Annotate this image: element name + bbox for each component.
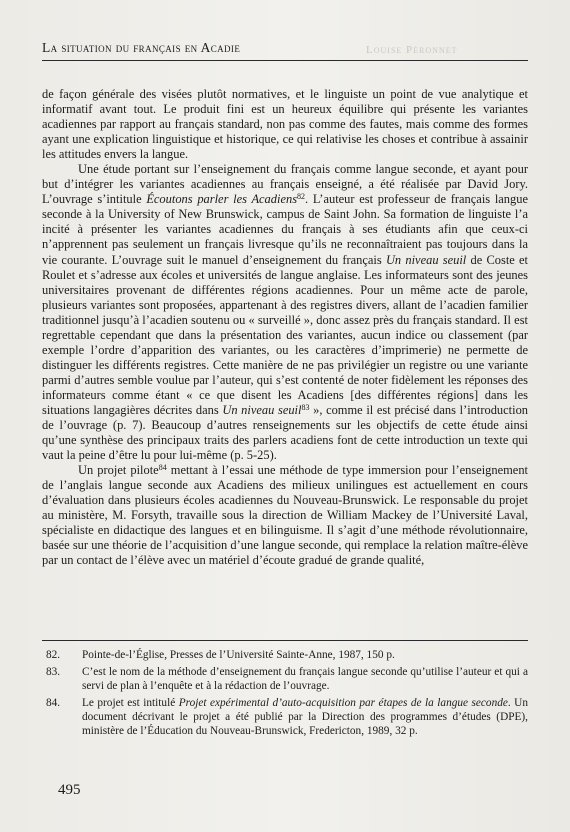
- paragraph-1: de façon générale des visées plutôt normatives, et le linguiste un point de vue analytique et informatif avant tout. Le produit fini est un heureux équilibre qui présente les variantes acadiennes par rapport au français standard, non pas comme des fautes, mais comme des formes ayant une explication linguistique et historique, ce qui relativise les choses et contribue à assainir les attitudes envers la langue.: [42, 87, 528, 162]
- footnote-ref-83[interactable]: 83: [301, 402, 310, 412]
- footnote-rule: [42, 640, 528, 641]
- footnote-ref-84[interactable]: 84: [158, 463, 167, 473]
- paragraph-3: Un projet pilote$^{84}$ mettant à l’essai une méthode de type immersion pour l’enseignement de l’anglais langue seconde aux Acadiens des milieux unilingues est actuellement en cours d’évaluation dans plusieurs écoles acadiennes du Nouveau-Brunswick. Le responsable du projet au ministère, M. Forsyth, travaille sous la direction de William Mackey de l’Université Laval, spécialiste en didactique des langues et en bilinguisme. Il s’agit d’une méthode révolutionnaire, basée sur une théorie de l’acquisition d’une langue seconde, qui remplace la relation maître-élève par un contact de l’élève avec un matériel d’écoute gradué de grande qualité,: [42, 463, 528, 568]
- page-number: 495: [58, 782, 81, 798]
- header-rule: [42, 60, 528, 61]
- footnote-text: Pointe-de-l’Église, Presses de l’Université Sainte-Anne, 1987, 150 p.: [82, 649, 395, 661]
- body-text: [42, 87, 528, 569]
- running-title: La situation du français en Acadie: [42, 40, 241, 55]
- book-title: Un niveau seuil: [385, 252, 467, 267]
- footnote-82: [42, 648, 528, 662]
- project-title: Projet expérimental d’auto-acquisition par étapes de la langue seconde: [178, 697, 508, 709]
- footnote-number: 84.: [46, 697, 61, 709]
- footnotes: [42, 648, 528, 741]
- paragraph-2: Une étude portant sur l’enseignement du français comme langue seconde, et ayant pour but d’intégrer les variantes acadiennes au français enseigné, a été réalisée par David Jory. L’ouvrage s’intitule Écoutons parler les Acadiens$^{82}$. L’auteur est professeur de français langue seconde à la University of New Brunswick, campus de Saint John. Sa formation de linguiste l’a incité à présenter les variantes acadiennes du français à ses étudiants afin que ceux-ci n’apprennent pas seulement un français livresque qu’ils ne reconnaîtraient pas toujours dans la vie courante. L’ouvrage suit le manuel d’enseignement du français Un niveau seuil de Coste et Roulet et s’adresse aux écoles et universités de langue anglaise. Les informateurs sont des jeunes universitaires provenant de différentes régions acadiennes. Pour un même acte de parole, plusieurs variantes sont proposées, appartenant à des registres divers, allant de l’acadien familier traditionnel jusqu’à l’acadien soutenu ou « surveillé », donc assez près du français standard. Il est regrettable cependant que dans la présentation des variantes, aucun indice ou classement (par exemple l’ordre d’apparition des variantes, ou les caractères d’imprimerie) ne permette de distinguer les différents registres. Cette manière de ne pas privilégier un registre ou une variante parmi d’autres semble voulue par l’auteur, qui s’est contenté de noter fidèlement les réponses des informateurs comme étant « ce que disent les Acadiens [des différentes régions] dans les situations langagières décrites dans Un niveau seuil$^{83}$ », comme il est précisé dans l’introduction de l’ouvrage (p. 7). Beaucoup d’autres renseignements sur les objectifs de cette étude ainsi qu’une synthèse des principaux traits des parlers acadiens font de cette introduction un texte qui vaut la peine d’être lu pour lui-même (p. 5-25).: [42, 162, 529, 463]
- footnote-text: C’est le nom de la méthode d’enseignement du français langue seconde qu’utilise l’auteur et qui a servi de plan à l’enquête et à la rédaction de l’ouvrage.: [82, 666, 528, 692]
- footnote-83: [42, 665, 528, 693]
- book-title: Écoutons parler les Acadiens: [146, 192, 298, 207]
- footnote-number: 83.: [46, 666, 61, 678]
- bleed-through-running-title: Louise Péronnet: [366, 44, 458, 56]
- footnote-ref-82[interactable]: 82: [297, 192, 306, 202]
- footnote-84: [42, 696, 528, 738]
- footnote-number: 82.: [46, 649, 61, 661]
- footnote-text: Le projet est intitulé Projet expérimental d’auto-acquisition par étapes de la langue seconde. Un document décrivant le projet a été publié par la Direction des programmes d’études (DPE), ministère de l’Éducation du Nouveau-Brunswick, Fredericton, 1989, 32 p.: [82, 697, 528, 737]
- book-title: Un niveau seuil: [222, 402, 302, 417]
